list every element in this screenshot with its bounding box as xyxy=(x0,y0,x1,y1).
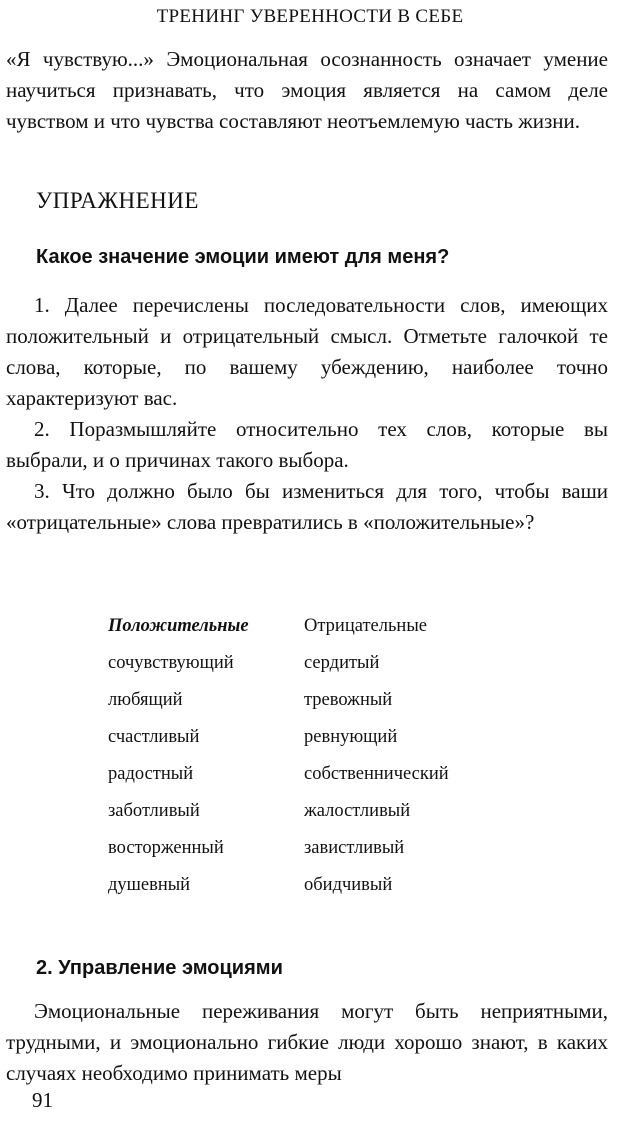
exercise-section-title: УПРАЖНЕНИЕ xyxy=(36,188,199,213)
section-2-paragraph: Эмоциональные переживания могут быть неприятными, трудными, и эмоционально гибкие люди хорошо знают, в каких случаях необходимо принимать меры xyxy=(6,999,608,1085)
positive-word: счастливый xyxy=(108,727,200,747)
positive-column-header: Положительные xyxy=(108,616,249,636)
negative-word: обидчивый xyxy=(304,875,393,895)
negative-word: сердитый xyxy=(304,653,380,673)
section-2-heading: 2. Управление эмоциями xyxy=(36,957,283,979)
exercise-question-heading: Какое значение эмоции имеют для меня? xyxy=(36,246,450,268)
negative-word: завистливый xyxy=(304,838,405,858)
positive-word: заботливый xyxy=(108,801,200,821)
page-number: 91 xyxy=(32,1088,53,1112)
exercise-step-1: 1. Далее перечислены последовательности слов, имеющих положительный и отрицательный смысл. Отметьте галочкой те слова, которые, по вашему убеждению, наиболее точно характеризуют вас. xyxy=(6,293,608,410)
negative-word: жалостливый xyxy=(304,801,411,821)
running-head: ТРЕНИНГ УВЕРЕННОСТИ В СЕБЕ xyxy=(156,6,464,27)
positive-word: сочувствующий xyxy=(108,653,234,673)
word-table-row xyxy=(108,793,504,830)
word-table-row xyxy=(108,756,504,793)
negative-column-header: Отрицательные xyxy=(304,616,427,636)
positive-word: душевный xyxy=(108,875,191,895)
exercise-step-3: 3. Что должно было бы измениться для того, чтобы ваши «отрицательные» слова превратились в «положительные»? xyxy=(6,479,608,534)
positive-word: радостный xyxy=(108,764,194,784)
intro-paragraph: «Я чувствую...» Эмоциональная осознанность означает умение научиться признавать, что эмоция является на самом деле чувством и что чувства составляют неотъемлемую часть жизни. xyxy=(6,47,608,133)
word-table xyxy=(108,608,504,904)
word-table-row xyxy=(108,830,504,867)
word-table-row xyxy=(108,682,504,719)
word-table-row xyxy=(108,719,504,756)
word-table-row xyxy=(108,645,504,682)
negative-word: собственнический xyxy=(304,764,449,784)
negative-word: тревожный xyxy=(304,690,393,710)
word-table-header xyxy=(108,608,504,645)
positive-word: любящий xyxy=(108,690,183,710)
negative-word: ревнующий xyxy=(304,727,398,747)
exercise-step-2: 2. Поразмышляйте относительно тех слов, которые вы выбрали, и о причинах такого выбора. xyxy=(6,417,608,472)
positive-word: восторженный xyxy=(108,838,224,858)
word-table-row xyxy=(108,867,504,904)
